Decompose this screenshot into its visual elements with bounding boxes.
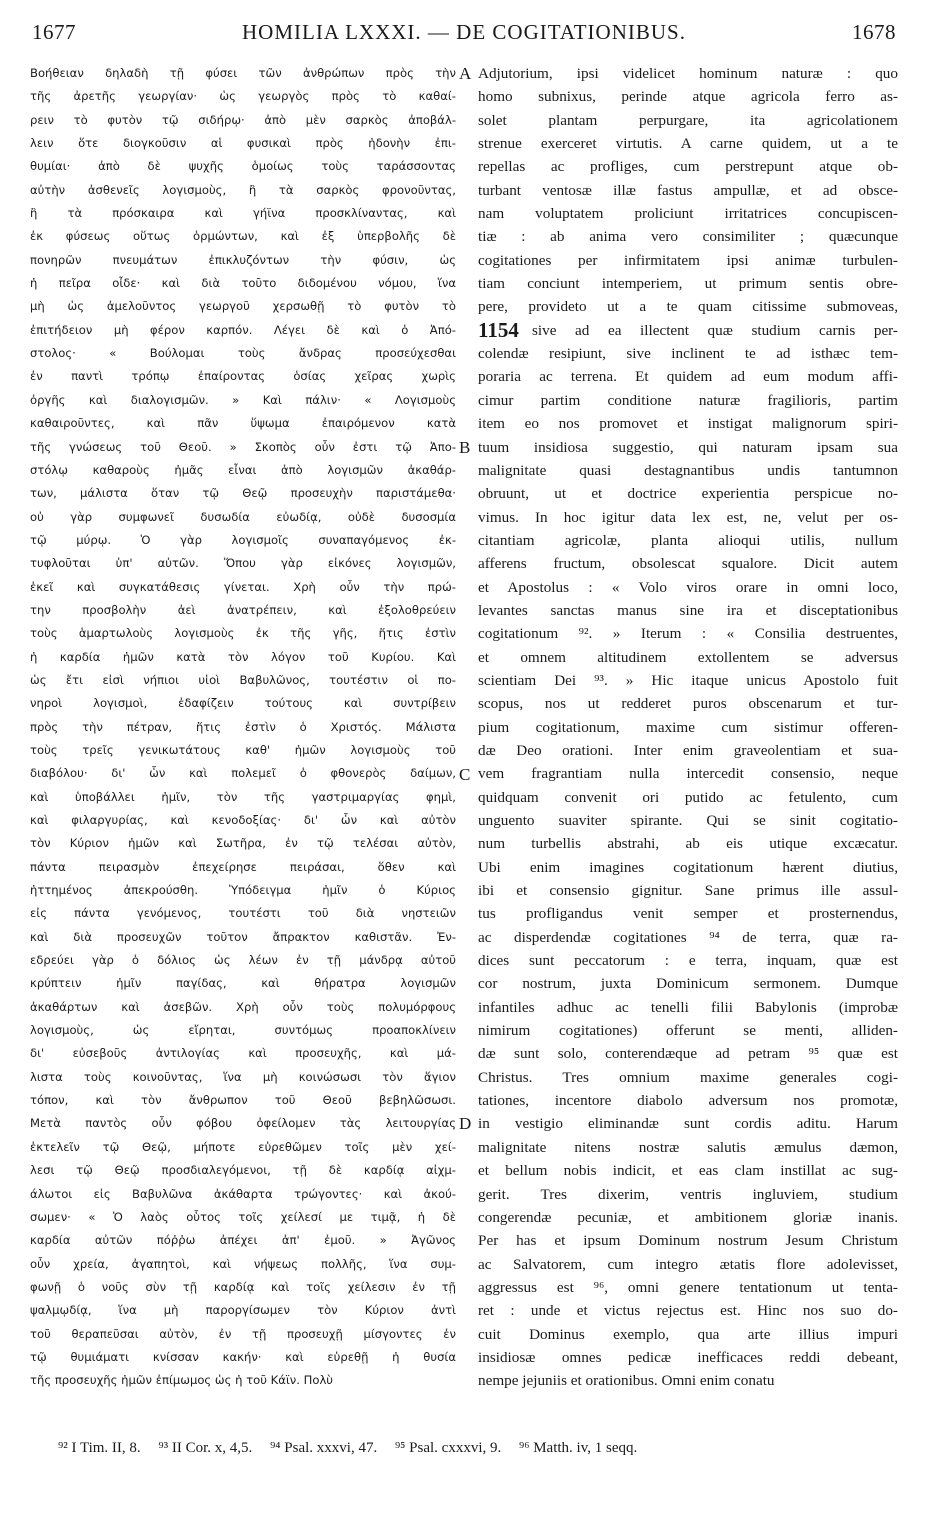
latin-text-line: malignitate quasi destagnantibus undis tantumnon (478, 461, 898, 479)
latin-text-line: ac Salvatorem, cum integro ætatis flore adolevisset, (478, 1255, 898, 1273)
greek-text-line: μὴ ὡς ἀμελοῦντος γεωργοῦ χερσωθῇ τὸ φυτὸν τὸ (30, 299, 456, 314)
latin-text-line: unguento suaviter spirante. Qui se sinit cogitatio- (478, 812, 898, 829)
latin-text-line: Adjutorium, ipsi videlicet hominum naturæ : quo (478, 65, 898, 82)
right-column-number: 1678 (852, 20, 896, 44)
greek-text-line: τὸν Κύριον ἡμῶν καὶ Σωτῆρα, ἐν τῷ τελέσαι αὐτὸν, (30, 836, 456, 851)
greek-text-line: τῷ θυμιάματι κνίσσαν κακήν· καὶ εὑρεθῇ ἡ θυσία (30, 1349, 456, 1364)
greek-text-column (30, 62, 456, 1393)
latin-text-line: dæ Deo orationi. Inter enim graveolentiam et sua- (478, 741, 898, 759)
greek-text-line: εδρεύει γὰρ ὁ δόλιος ὡς λέων ἐν τῇ μάνδρᾳ αὐτοῦ (30, 953, 456, 968)
greek-text-line: σωμεν· « Ὁ λαὸς οὗτος τοῖς χείλεσί με τιμᾷ, ἡ δὲ (30, 1209, 456, 1224)
latin-text-line: pere, provideto ut a te quam citissime submoveas, (478, 298, 898, 316)
greek-text-line: καὶ διὰ προσευχῶν τοῦτον ἄπρακτον καθιστᾶν. Ἐν- (30, 929, 456, 944)
greek-text-line: λειν ὅτε διογκοῦσιν αἱ φυσικαὶ πρὸς ἡδονὴν ἐπι- (30, 136, 456, 151)
greek-text-line: των, μάλιστα ὅταν τῷ Θεῷ προσευχὴν παριστάμεθα· (30, 486, 456, 501)
footnotes (58, 1436, 890, 1460)
greek-text-line: νηροὶ λογισμοὶ, ἐδαφίζειν τούτους καὶ συντρίβειν (30, 696, 456, 711)
latin-text-line: colendæ resipiunt, sive inclinent te ad isthæc tem- (478, 345, 898, 363)
greek-text-line: τῆς ἀρετῆς γεωργίαν· ὡς γεωργὸς πρὸς τὸ καθαί- (30, 89, 456, 104)
greek-text-line: ἢ τὰ πρόσκαιρα καὶ γήϊνα προσκλίναντας, καὶ (30, 206, 456, 221)
greek-text-line: ὀργῆς καὶ διαλογισμῶν. » Καὶ πάλιν· « Λογισμοὺς (30, 392, 456, 407)
latin-text-line: item eo nos promovet et instigat malignorum spiri- (478, 415, 898, 433)
latin-text-line: et bellum nobis indicit, et eas clam instillat ac sug- (478, 1162, 898, 1180)
greek-text-line: εἰς πάντα γενόμενος, τουτέστι τοῦ διὰ νηστειῶν (30, 906, 456, 921)
greek-text-line: πονηρῶν πνευμάτων ἐπικλυζόντων τὴν φύσιν, ὡς (30, 252, 456, 267)
greek-text-line: λεσι τῷ Θεῷ προσδιαλεγόμενοι, τῇ δὲ καρδίᾳ αἰχμ- (30, 1163, 456, 1178)
greek-text-line: δι' εὐσεβοῦς ἀντιλογίας καὶ προσευχῆς, καὶ μά- (30, 1046, 456, 1061)
footnote-95: ⁹⁵ Psal. cxxxvi, 9. (394, 1440, 502, 1456)
page-header (32, 20, 896, 50)
latin-text-line: obruunt, ut et doctrice experientia perspicue no- (478, 485, 898, 503)
greek-text-line: καθαιροῦντες, καὶ πᾶν ὕψωμα ἐπαιρόμενον κατὰ (30, 416, 456, 431)
latin-text-line: cogitationum ⁹². » Iterum : « Consilia destruentes, (478, 625, 898, 643)
latin-text-line: strenue exerceret virtutis. A carne quidem, ut a te (478, 135, 898, 153)
latin-text-line: nam voluptatem proliciunt irritatrices concupiscen- (478, 205, 898, 223)
greek-text-line: θυμίαι· ἀπὸ δὲ ψυχῆς ὁμοίως τοὺς ταράσσοντας (30, 159, 456, 174)
latin-text-line: malignitate nitens nostræ salutis æmulus dæmon, (478, 1138, 898, 1156)
latin-text-line: nempe jejuniis et orationibus. Omni enim conatu (478, 1372, 775, 1390)
latin-text-line: num turbellis abstrahi, ab eis utique excæcatur. (478, 835, 898, 853)
latin-text-line: homo subnixus, perinde atque agricola ferro as- (478, 88, 898, 106)
latin-text-line: ret : unde et victus rejectus est. Hinc nos suo do- (478, 1302, 898, 1320)
greek-text-line: ἐν παντὶ τρόπῳ ἐπαίροντας ὁσίας χεῖρας χωρὶς (30, 369, 456, 384)
greek-text-line: ἡ πεῖρα οἶδε· καὶ διὰ τοῦτο διδομένου νόμου, ἵνα (30, 276, 456, 291)
latin-text-column (478, 62, 898, 1393)
greek-text-line: φωνῇ ὁ νοῦς σὺν τῇ καρδίᾳ καὶ τοῖς χείλεσιν ἐν τῇ (30, 1279, 456, 1294)
latin-text-line: cor nostrum, juxta Dominicum sermonem. Dumque (478, 975, 898, 993)
greek-text-line: ἡττημένος ἀπεκρούσθη. Ὑπόδειγμα ἡμῖν ὁ Κύριος (30, 883, 456, 898)
greek-text-line: οὖν χρεία, ἀγαπητοὶ, καὶ νήψεως πολλῆς, ἵνα συμ- (30, 1256, 456, 1271)
latin-text-line: solet plantam perpurgare, ita agricolationem (478, 111, 898, 129)
greek-text-line: πρὸς τὴν πέτραν, ἥτις ἐστὶν ὁ Χριστός. Μάλιστα (30, 719, 456, 734)
latin-text-line: et omnem altitudinem extollentem se adversus (478, 648, 898, 666)
margin-marker-c: C (459, 765, 471, 784)
latin-text-line: tus profligandus venit semper et prosternendus, (478, 905, 898, 923)
greek-text-line: στολος· « Βούλομαι τοὺς ἄνδρας προσεύχεσθαι (30, 346, 456, 361)
latin-text-line: Christus. Tres omnium maxime generales cogi- (478, 1068, 898, 1086)
margin-marker-d: D (459, 1114, 472, 1133)
latin-text-line: Per has et ipsum Dominum nostrum Jesum Christum (478, 1232, 898, 1250)
greek-text-line: ψαλμῳδίᾳ, ἵνα μὴ παροργίσωμεν τὸν Κύριον ἀντὶ (30, 1303, 456, 1318)
greek-text-line: ἀκαθάρτων καὶ ἀσεβῶν. Χρὴ οὖν τοὺς πολυμόρφους (30, 999, 456, 1014)
latin-text-line: nimirum cogitationes) offerunt se menti, alliden- (478, 1022, 898, 1040)
greek-text-line: οὐ γὰρ συμφωνεῖ δυσωδία εὐωδίᾳ, οὐδὲ δυσοσμία (30, 509, 456, 524)
latin-text-line: scientiam Dei ⁹³. » Hic itaque unicus Apostolo fuit (478, 671, 898, 689)
latin-text-line: infantiles adhuc ac tenelli filii Babylonis (improbæ (478, 998, 898, 1016)
greek-text-line: την προσβολὴν ἀεὶ ἀνατρέπειν, καὶ ἐξολοθρεύειν (30, 602, 456, 617)
latin-text-line: scopus, nos ut redderet puros obscenarum et tur- (478, 695, 898, 713)
migne-column-number: 1154 (478, 318, 519, 342)
greek-text-line: καρδία αὐτῶν πόῤῥω ἀπέχει ἀπ' ἐμοῦ. » Ἀγῶνος (30, 1233, 456, 1248)
latin-text-line: tationes, incentore diabolo adversum nos promotæ, (478, 1092, 898, 1110)
latin-text-line: dices sunt peccatorum : e terra, inquam, quæ est (478, 952, 898, 970)
greek-text-line: πάντα πειρασμὸν ἐπεχείρησε πειράσαι, ὅθεν καὶ (30, 859, 456, 874)
latin-text-line: et Apostolus : « Volo viros orare in omni loco, (478, 578, 898, 596)
greek-text-line: αὐτὴν ἀσθενεῖς λογισμοὺς, ἢ τὰ σαρκὸς φρονοῦντας, (30, 182, 456, 197)
greek-text-line: ρειν τὸ φυτὸν τῷ σιδήρῳ· ἀπὸ μὲν σαρκὸς ἀποβάλ- (30, 112, 456, 127)
greek-text-line: τοὺς τρεῖς γενικωτάτους καθ' ἡμῶν λογισμοὺς τοῦ (30, 742, 456, 757)
latin-text-line: insidiosæ omnes pedicæ inefficaces reddi debeant, (478, 1348, 898, 1366)
latin-text-line: Ubi enim imagines cogitationum hærent diutius, (478, 858, 898, 876)
greek-text-line: ἐπιτήδειον μὴ φέρον καρπόν. Λέγει δὲ καὶ ὁ Ἀπό- (30, 322, 456, 337)
latin-text-line: dæ sunt solo, conterendæque ad petram ⁹⁵ quæ est (478, 1045, 898, 1063)
latin-text-line: sive ad ea illectent quæ studium carnis per- (532, 321, 898, 339)
greek-text-line: άλωτοι εἰς Βαβυλῶνα ἀκάθαρτα τρώγοντες· καὶ ἀκού- (30, 1186, 456, 1201)
latin-text-line: vimus. In hoc igitur data lex est, ne, velut per os- (478, 508, 898, 526)
greek-text-line: Μετὰ παντὸς οὖν φόβου ὀφείλομεν τὰς λειτουργίας (30, 1116, 456, 1131)
greek-text-line: διαβόλου· δι' ὧν καὶ πολεμεῖ ὁ φθονερὸς δαίμων, (30, 766, 456, 781)
greek-text-line: ἡ καρδία ἡμῶν κατὰ τὸν λόγον τοῦ Κυρίου. Καὶ (30, 649, 456, 664)
latin-text-line: tuum insidiosa suggestio, qui naturam ipsam sua (478, 438, 898, 456)
latin-text-line: repellas ac profliges, cum perstrepunt atque ob- (478, 158, 898, 176)
greek-text-line: λιστα τοὺς κοινοῦντας, ἵνα μὴ κοινώσωσι τὸν ἅγιον (30, 1069, 456, 1084)
latin-text-line: ac disperdendæ cogitationes ⁹⁴ de terra, quæ ra- (478, 928, 898, 946)
greek-text-line: τῷ μύρῳ. Ὁ γὰρ λογισμοῖς συναπαγόμενος ἐκ- (30, 532, 456, 547)
latin-text-line: quidquam convenit ori putido ac fetulento, cum (478, 788, 898, 806)
latin-text-line: cimur partim conditione naturæ fragilioris, partim (478, 391, 898, 409)
latin-text-line: cuit Dominus exemplo, qua arte illius impuri (478, 1325, 898, 1343)
footnote-93: ⁹³ II Cor. x, 4,5. (158, 1440, 253, 1456)
greek-text-line: τυφλοῦται ὑπ' αὐτῶν. Ὅπου γὰρ εἰκόνες λογισμῶν, (30, 556, 456, 571)
greek-text-line: ἐκ φύσεως οὕτως ὁρμώντων, καὶ ἐξ ὑπερβολῆς δὲ (30, 229, 456, 244)
latin-text-line: ibi et consensio gignitur. Sane primus ille assul- (478, 882, 898, 900)
greek-text-line: Βοήθειαν δηλαδὴ τῇ φύσει τῶν ἀνθρώπων πρὸς τὴν (30, 66, 456, 80)
footnote-96: ⁹⁶ Matth. iv, 1 seqq. (519, 1440, 638, 1456)
latin-text-line: turbant ventosæ illæ fastus ampullæ, et ad obsce- (478, 181, 898, 199)
latin-text-line: aggressus est ⁹⁶, omni genere tentationum ut tenta- (478, 1278, 898, 1296)
greek-text-line: στόλῳ καθαροὺς ἡμᾶς εἶναι ἀπὸ λογισμῶν ἀκαθάρ- (30, 462, 456, 477)
greek-text-line: τῆς γνώσεως τοῦ Θεοῦ. » Σκοπὸς οὖν ἐστι τῷ Ἀπο- (30, 439, 456, 454)
latin-text-line: gerit. Tres dixerim, ventris ingluviem, studium (478, 1185, 898, 1203)
latin-text-line: tiæ : ab anima vero consimiliter ; quæcunque (478, 228, 898, 246)
latin-text-line: citantiam agricolæ, planta alioqui utilis, nullum (478, 531, 898, 549)
greek-text-line: τοὺς ἁμαρτωλοὺς λογισμοὺς ἐκ τῆς γῆς, ἥτις ἐστὶν (30, 626, 456, 641)
greek-text-line: ἐκεῖ καὶ συγκατάθεσις γίνεται. Χρὴ οὖν τὴν πρώ- (30, 579, 456, 594)
latin-text-line: in vestigio eliminandæ sunt cordis aditu. Harum (478, 1115, 898, 1133)
margin-marker-a: A (459, 64, 472, 83)
running-title: HOMILIA LXXXI. — DE COGITATIONIBUS. (242, 20, 686, 44)
greek-text-line: τοῦ θεραπεῦσαι αὐτὸν, ἐν τῇ προσευχῇ μίσγοντες ἐν (30, 1326, 456, 1341)
margin-marker-b: B (459, 438, 471, 457)
greek-text-line: λογισμοὺς, ὡς εἴρηται, συντόμως προαποκλίνειν (30, 1023, 456, 1038)
latin-text-line: tiam conciunt intemperiem, ut primum sentis obre- (478, 275, 898, 293)
greek-text-line: κρύπτειν ἡμῖν παγίδας, καὶ θήρατρα λογισμῶν (30, 976, 456, 991)
latin-text-line: afferens fructum, obsolescat squalore. Dicit autem (478, 555, 898, 573)
latin-text-line: congerendæ pecuniæ, et ambitionem gloriæ inanis. (478, 1208, 898, 1226)
footnote-94: ⁹⁴ Psal. xxxvi, 47. (270, 1440, 378, 1456)
greek-text-line: ὡς ἔτι εἰσὶ νήπιοι υἱοὶ Βαβυλῶνος, τουτέστιν οἱ πο- (30, 672, 456, 687)
latin-text-line: levantes sanctas manus sine ira et disceptationibus (478, 601, 898, 619)
latin-text-line: vem fragrantiam nulla intercedit consensio, neque (478, 765, 898, 783)
greek-text-line: τῆς προσευχῆς ἡμῶν ἐπίμωμος ὡς ἡ τοῦ Κάϊν. Πολὺ (30, 1373, 334, 1388)
greek-text-line: καὶ φιλαργυρίας, καὶ κενοδοξίας· δι' ὧν καὶ αὐτὸν (30, 813, 456, 827)
latin-text-line: cogitationes per infirmitatem ipsi animæ turbulen- (478, 251, 898, 269)
footnote-92: ⁹² I Tim. II, 8. (58, 1440, 141, 1456)
greek-text-line: τόπον, καὶ τὸν ἄνθρωπον τοῦ Θεοῦ βεβηλῶσωσι. (30, 1093, 456, 1108)
left-column-number: 1677 (32, 20, 76, 44)
greek-text-line: ἐκτελεῖν τῷ Θεῷ, μήποτε εὑρεθῶμεν τοῖς μὲν χεί- (30, 1139, 456, 1154)
latin-text-line: pium cogitationum, maxime cum sistimur offeren- (478, 718, 898, 736)
greek-text-line: καὶ ὑποβάλλει ἡμῖν, τὸν τῆς γαστριμαργίας φημὶ, (30, 789, 456, 804)
latin-text-line: poraria ac terrena. Et quidem ad eum modum affi- (478, 368, 898, 386)
